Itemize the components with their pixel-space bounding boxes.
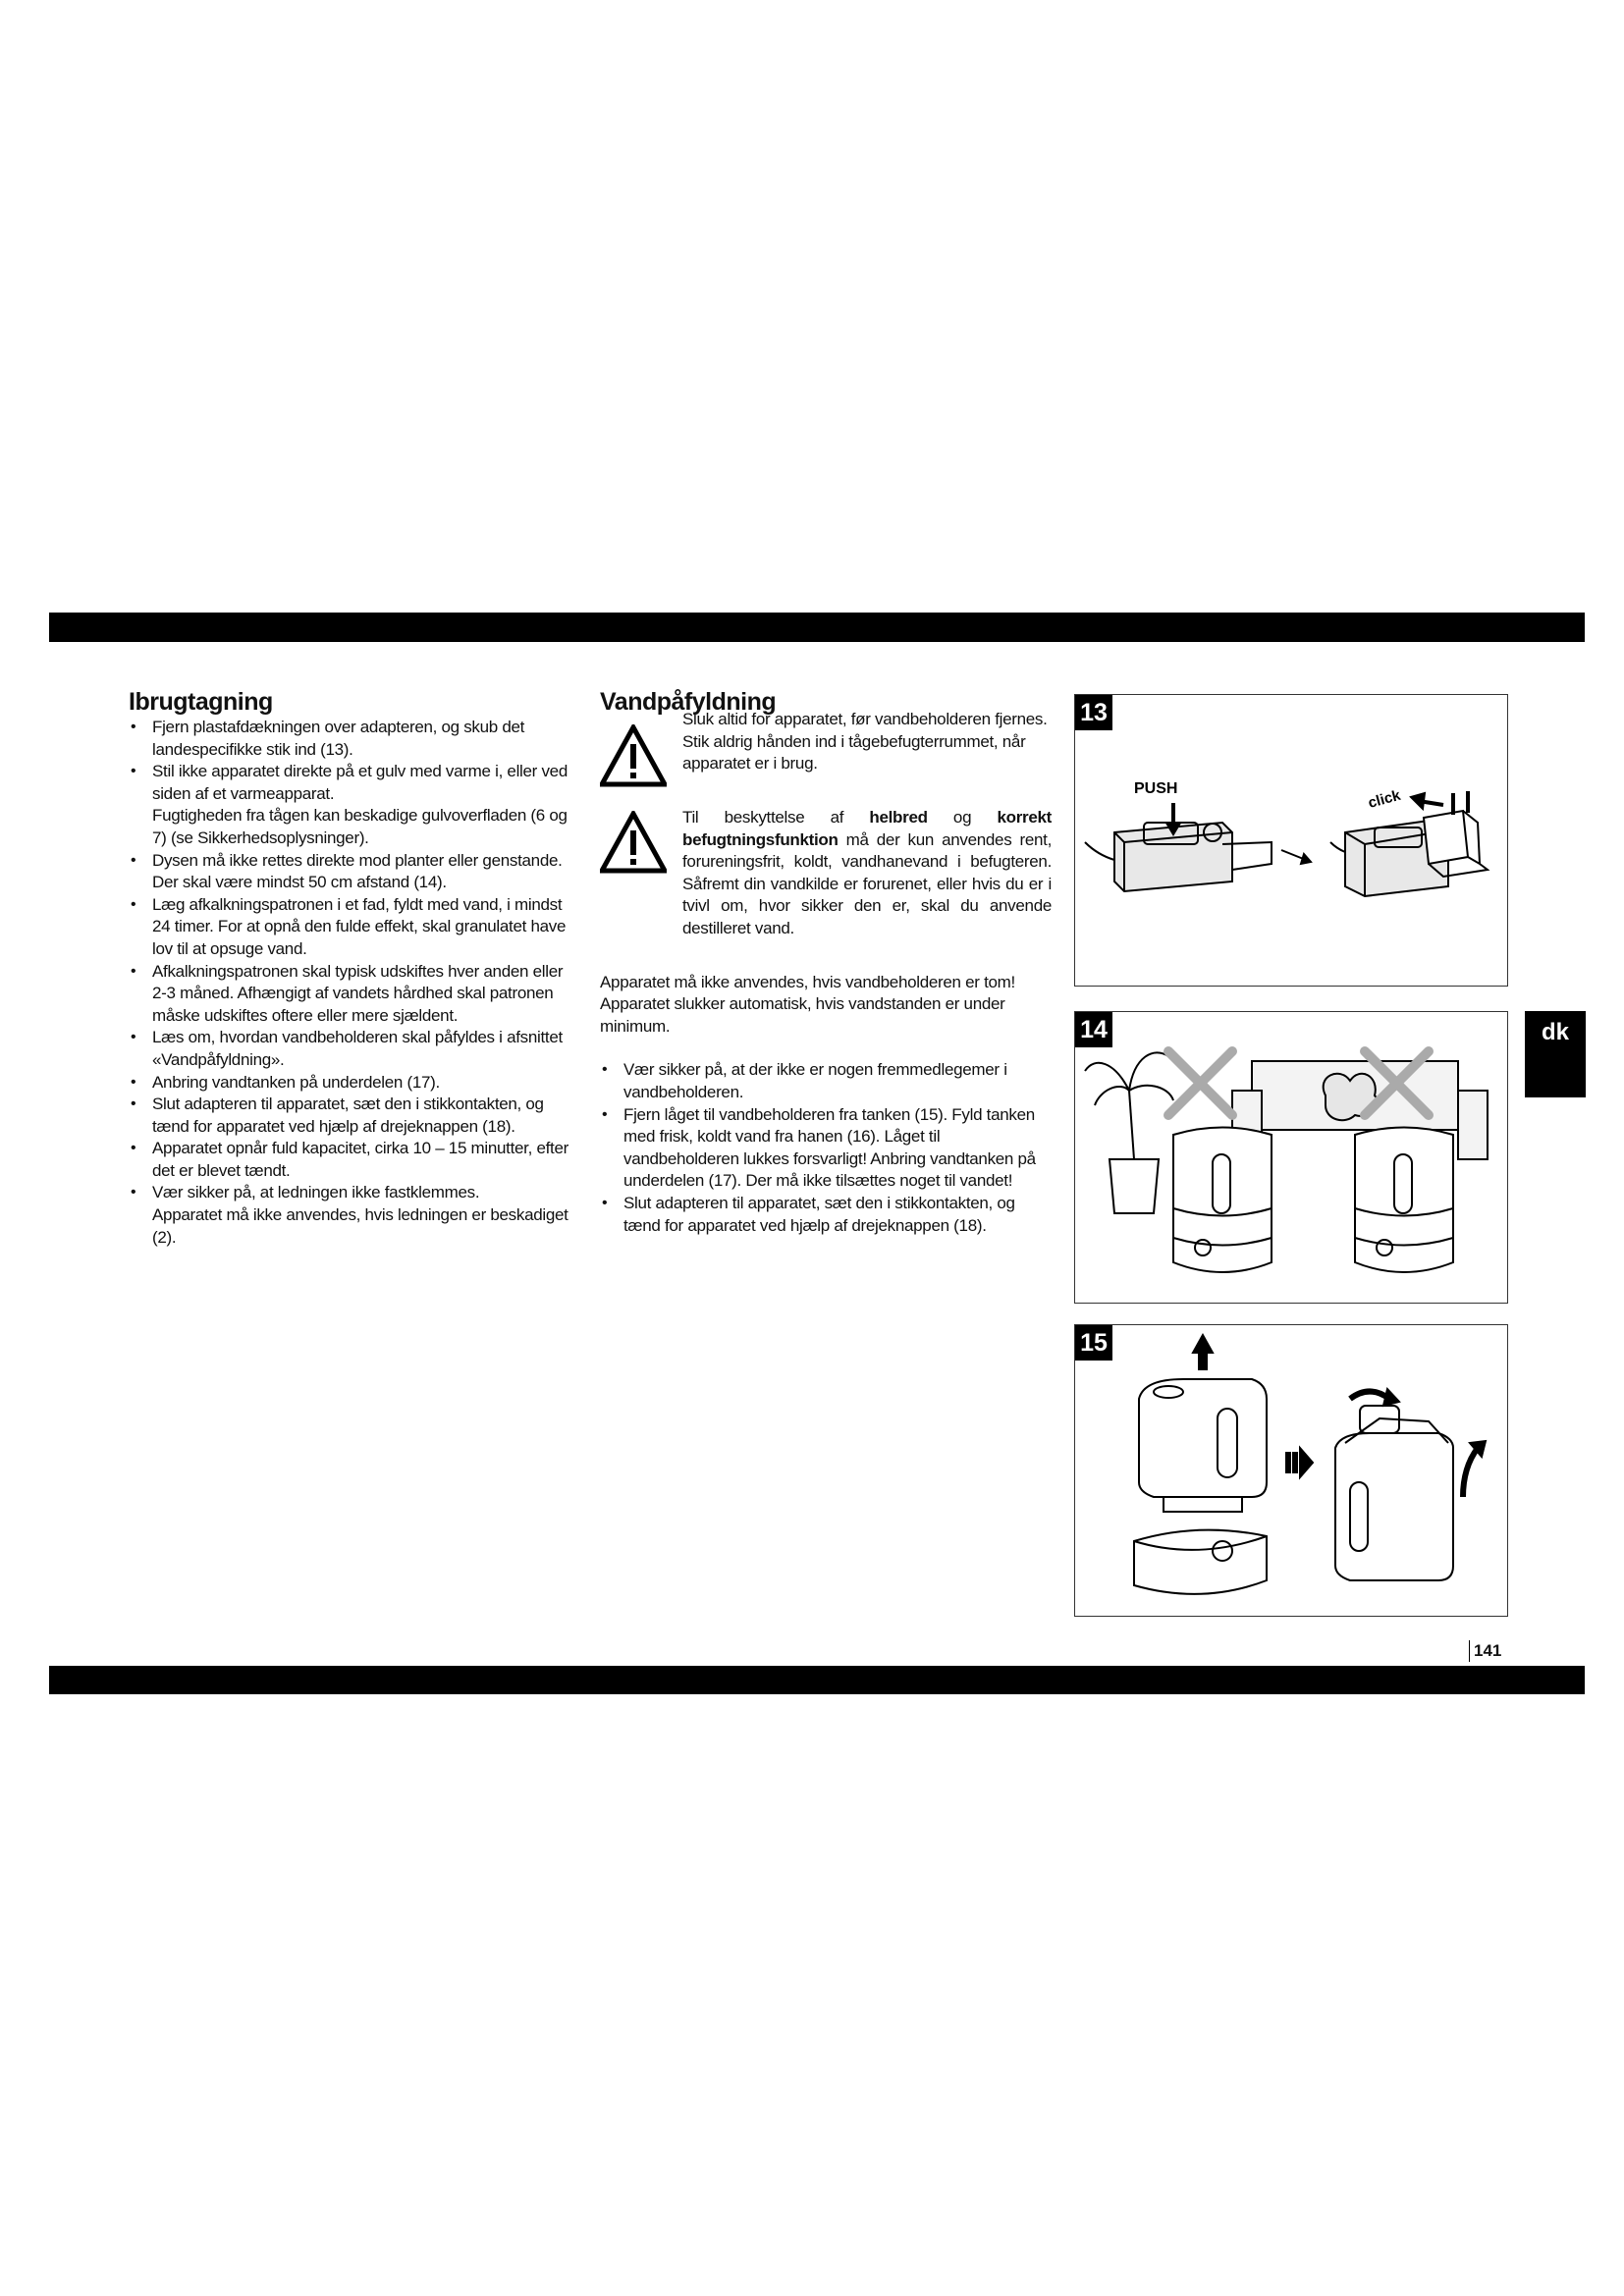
- top-bar: [49, 613, 1585, 642]
- list-item: • Vær sikker på, at ledningen ikke fastklemmes.: [129, 1182, 580, 1204]
- figure-14: [1074, 1011, 1508, 1304]
- section-ibrugtagning: [129, 687, 580, 1249]
- figure-number: 13: [1075, 695, 1112, 730]
- list-item: • Fjern plastafdækningen over adapteren, og skub det landespecifikke stik ind (13).: [129, 717, 580, 761]
- tank-removal-illustration: [1075, 1325, 1507, 1616]
- warning-text-bold: helbred: [869, 808, 928, 827]
- section-vandpaafyldning: [600, 687, 1052, 1237]
- figure-number: 14: [1075, 1012, 1112, 1047]
- section-title: Ibrugtagning: [129, 688, 273, 716]
- list-item: • Vær sikker på, at der ikke er nogen fremmedlegemer i vandbeholderen.: [600, 1059, 1052, 1103]
- list-item: • Stil ikke apparatet direkte på et gulv med varme i, eller ved siden af et varmeapparat.: [129, 761, 580, 805]
- push-label: PUSH: [1134, 780, 1178, 797]
- warning-text-bold: korrekt befugtningsfunktion: [682, 808, 1052, 849]
- page-number: 141: [1469, 1640, 1501, 1662]
- list-item: • Læg afkalkningspatronen i et fad, fyldt med vand, i mindst 24 timer. For at opnå den fulde effekt, skal granulatet have lov til at opsuge vand.: [129, 894, 580, 961]
- list-item: • Læs om, hvordan vandbeholderen skal påfyldes i afsnittet «Vandpåfyldning».: [129, 1027, 580, 1071]
- bottom-bar: [49, 1666, 1585, 1694]
- placement-illustration: [1075, 1012, 1507, 1303]
- adapter-illustration: [1075, 695, 1507, 986]
- list-item: • Slut adapteren til apparatet, sæt den i stikkontakten, og tænd for apparatet ved hjælp af drejeknappen (18).: [600, 1193, 1052, 1237]
- warning-block: [600, 710, 1052, 803]
- list-item: • Fjern låget til vandbeholderen fra tanken (15). Fyld tanken med frisk, koldt vand fra hanen (16). Låget til vandbeholderen lukkes forsvarligt! Anbring vandtanken på underdelen (17). Der må ikke tilsættes noget til vandet!: [600, 1104, 1052, 1193]
- bullet-list: [129, 717, 580, 805]
- warning-block: [600, 803, 1052, 936]
- warning-triangle-icon: [600, 811, 667, 874]
- figure-13: [1074, 694, 1508, 987]
- warning-text-part: må der kun anvendes rent, forureningsfrit, koldt, vandhanevand i befugteren. Såfremt din vandkilde er forurenet, eller hvis du er i tvivl om, hvor sikker den er, skal du anvende destilleret vand.: [682, 829, 1052, 937]
- warning-text-part: og: [927, 808, 998, 827]
- section-title: Vandpåfyldning: [600, 688, 777, 716]
- list-item: • Apparatet opnår fuld kapacitet, cirka 10 – 15 minutter, efter det er blevet tændt.: [129, 1138, 580, 1182]
- figure-15: [1074, 1324, 1508, 1617]
- list-item: • Anbring vandtanken på underdelen (17).: [129, 1072, 580, 1095]
- warning-text: [682, 807, 1052, 940]
- note-text: Fugtigheden fra tågen kan beskadige gulvoverfladen (6 og 7) (se Sikkerhedsoplysninger).: [152, 806, 568, 847]
- paragraph-tank: Apparatet må ikke anvendes, hvis vandbeholderen er tom! Apparatet slukker automatisk, hvis vandstanden er under minimum.: [600, 972, 1015, 1036]
- bullet-list: [600, 1059, 1052, 1237]
- warning-text: Sluk altid for apparatet, før vandbeholderen fjernes. Stik aldrig hånden ind i tågebefugterrummet, når apparatet er i brug.: [682, 710, 1048, 774]
- list-item: • Afkalkningspatronen skal typisk udskiftes hver anden eller 2-3 måned. Afhængigt af vandets hårdhed skal patronen måske udskiftes oftere eller mere sjældent.: [129, 961, 580, 1028]
- language-tab: dk: [1525, 1011, 1586, 1097]
- click-label: click: [1366, 786, 1403, 812]
- warning-text-part: Til beskyttelse af: [682, 808, 870, 827]
- note-text: Apparatet må ikke anvendes, hvis ledningen er beskadiget (2).: [152, 1205, 568, 1247]
- list-item: • Slut adapteren til apparatet, sæt den i stikkontakten, og tænd for apparatet ved hjælp af drejeknappen (18).: [129, 1094, 580, 1138]
- list-item: • Dysen må ikke rettes direkte mod planter eller genstande. Der skal være mindst 50 cm afstand (14).: [129, 850, 580, 894]
- warning-triangle-icon: [600, 724, 667, 787]
- figure-number: 15: [1075, 1325, 1112, 1361]
- bullet-list: [129, 850, 580, 1205]
